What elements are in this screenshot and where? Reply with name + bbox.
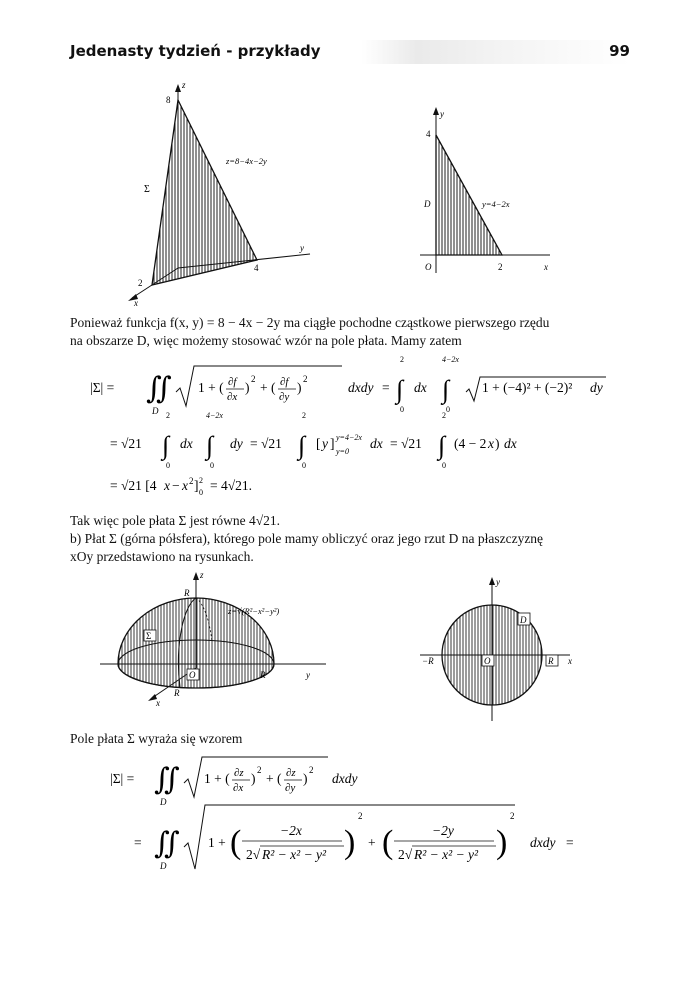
right-r-label: R <box>548 656 554 666</box>
svg-text:0: 0 <box>166 461 170 470</box>
svg-text:2: 2 <box>199 476 203 485</box>
z-tick-label: 8 <box>166 95 171 105</box>
svg-text:2: 2 <box>251 374 256 384</box>
paragraph-2-line-2: b) Płat Σ (górna półsfera), którego pole mamy obliczyć oraz jego rzut D na płaszczyznę <box>70 531 544 546</box>
svg-text:dx: dx <box>180 436 193 451</box>
line-equation-label: y=4−2x <box>482 199 510 209</box>
svg-text:1 +: 1 + <box>208 835 226 850</box>
paragraph-3-line-1: Pole płata Σ wyraża się wzorem <box>70 731 243 746</box>
svg-text:= √21: = √21 <box>250 436 282 451</box>
svg-text:=: = <box>566 835 574 850</box>
svg-text:0: 0 <box>400 405 404 414</box>
y-tick-label: 4 <box>426 129 431 139</box>
svg-text:= √21 [4: = √21 [4 <box>110 478 157 493</box>
sigma-label: Σ <box>146 631 152 641</box>
svg-text:∂z: ∂z <box>286 767 296 779</box>
svg-text:): ) <box>245 380 250 395</box>
svg-text:2√: 2√ <box>246 847 261 862</box>
svg-text:∬: ∬ <box>154 763 180 796</box>
y-axis-label: y <box>496 577 500 587</box>
svg-text:4−2x: 4−2x <box>442 355 459 364</box>
y-axis-label: y <box>440 109 444 119</box>
svg-text:): ) <box>495 436 500 451</box>
svg-text:∬: ∬ <box>146 372 172 405</box>
z-axis-label: z <box>182 80 186 90</box>
svg-text:+: + <box>368 835 376 850</box>
svg-text:(: ( <box>230 824 242 861</box>
svg-text:∫: ∫ <box>162 431 170 460</box>
svg-text:|Σ| =: |Σ| = <box>110 771 135 786</box>
svg-text:2: 2 <box>166 411 170 420</box>
equation-surface-area-1 <box>90 352 610 502</box>
svg-text:): ) <box>496 824 508 861</box>
svg-text:+ (: + ( <box>260 380 276 395</box>
svg-text:2: 2 <box>302 411 306 420</box>
svg-text:dx: dx <box>414 380 427 395</box>
svg-text:0: 0 <box>446 405 450 414</box>
svg-text:2: 2 <box>303 374 308 384</box>
figure-disk <box>420 575 590 725</box>
figure-plane-3d <box>120 80 340 308</box>
svg-text:(: ( <box>382 824 394 861</box>
svg-text:x: x <box>488 436 494 451</box>
paragraph-1-line-2: na obszarze D, więc możemy stosować wzór na pole płata. Mamy zatem <box>70 333 462 348</box>
svg-text:= √21: = √21 <box>390 436 422 451</box>
svg-text:(4 − 2: (4 − 2 <box>454 436 487 451</box>
svg-text:∂z: ∂z <box>234 767 244 779</box>
paragraph-1-line-1: Ponieważ funkcja f(x, y) = 8 − 4x − 2y ma ciągłe pochodne cząstkowe pierwszego rzędu <box>70 315 550 330</box>
eq1-lhs: |Σ| = <box>90 380 115 395</box>
svg-text:= 4√21.: = 4√21. <box>210 478 253 493</box>
svg-text:∂y: ∂y <box>285 782 296 794</box>
svg-text:∫: ∫ <box>396 375 404 404</box>
svg-text:0: 0 <box>442 461 446 470</box>
paragraph-2-line-1: Tak więc pole płata Σ jest równe 4√21. <box>70 513 281 528</box>
svg-text:∫: ∫ <box>298 431 306 460</box>
svg-text:∂y: ∂y <box>279 391 290 403</box>
svg-text:]: ] <box>330 436 335 451</box>
origin-label: O <box>425 262 432 272</box>
surface-equation-label: z=√(R²−x²−y²) <box>228 606 280 616</box>
svg-text:−2x: −2x <box>280 823 302 838</box>
svg-text:0: 0 <box>199 488 203 497</box>
equation-surface-area-2 <box>110 755 630 885</box>
svg-text:y=0: y=0 <box>336 447 349 456</box>
svg-text:): ) <box>303 771 308 786</box>
svg-text:∬: ∬ <box>154 827 180 860</box>
figure-hemisphere <box>100 572 340 712</box>
svg-text:dy: dy <box>590 380 603 395</box>
r-top-label: R <box>184 588 190 598</box>
svg-text:=: = <box>382 380 390 395</box>
header-title: Jedenasty tydzień - przykłady <box>70 42 321 60</box>
svg-text:2: 2 <box>358 811 363 821</box>
x-axis-label: x <box>568 656 572 666</box>
svg-text:4−2x: 4−2x <box>206 411 223 420</box>
svg-text:∂x: ∂x <box>227 391 238 403</box>
svg-text:∫: ∫ <box>442 375 450 404</box>
plane-equation-label: z=8−4x−2y <box>226 156 267 166</box>
svg-text:): ) <box>297 380 302 395</box>
svg-text:dy: dy <box>230 436 243 451</box>
svg-text:−: − <box>172 478 180 493</box>
svg-text:dxdy: dxdy <box>332 771 358 786</box>
figure-region-2d <box>420 105 580 285</box>
region-d-triangle <box>436 135 502 255</box>
svg-text:2: 2 <box>400 355 404 364</box>
y-axis-label: y <box>300 243 304 253</box>
page-number: 99 <box>609 42 630 60</box>
svg-text:−2y: −2y <box>432 823 454 838</box>
page-header <box>70 40 630 64</box>
region-label: D <box>520 615 527 625</box>
svg-text:): ) <box>344 824 356 861</box>
x-axis-label: x <box>156 698 160 708</box>
paragraph-2-line-3: xOy przedstawiono na rysunkach. <box>70 549 254 564</box>
svg-text:0: 0 <box>210 461 214 470</box>
svg-text:D: D <box>160 797 167 807</box>
svg-text:0: 0 <box>302 461 306 470</box>
svg-text:dxdy: dxdy <box>530 835 556 850</box>
svg-text:[: [ <box>316 436 321 451</box>
plane-surface <box>152 100 257 285</box>
z-axis-label: z <box>200 570 204 580</box>
svg-text:): ) <box>251 771 256 786</box>
svg-text:D: D <box>160 861 167 871</box>
svg-text:=: = <box>134 835 142 850</box>
y-tick-label: 4 <box>254 263 259 273</box>
svg-text:+ (: + ( <box>266 771 282 786</box>
x-axis-label: x <box>134 298 138 308</box>
svg-text:2: 2 <box>189 476 194 486</box>
r-side-label: R <box>260 670 266 680</box>
x-tick-label: 2 <box>498 262 503 272</box>
origin-label: O <box>189 670 196 680</box>
svg-text:dx: dx <box>504 436 517 451</box>
region-label: D <box>424 199 431 209</box>
svg-text:2: 2 <box>510 811 515 821</box>
sigma-label: Σ <box>144 184 150 195</box>
y-axis-label: y <box>306 670 310 680</box>
svg-text:dx: dx <box>370 436 383 451</box>
svg-text:= √21: = √21 <box>110 436 142 451</box>
svg-text:y=4−2x: y=4−2x <box>336 433 362 442</box>
svg-text:∂f: ∂f <box>228 376 237 388</box>
svg-text:x: x <box>182 478 188 493</box>
svg-text:1 + (: 1 + ( <box>198 380 224 395</box>
svg-text:y: y <box>322 436 328 451</box>
x-axis-label: x <box>544 262 548 272</box>
svg-text:D: D <box>152 406 159 416</box>
svg-text:R² − x² − y²: R² − x² − y² <box>414 847 479 862</box>
svg-text:dxdy: dxdy <box>348 380 374 395</box>
svg-text:x: x <box>164 478 170 493</box>
r-front-label: R <box>174 688 180 698</box>
svg-text:]: ] <box>194 478 199 493</box>
svg-text:2: 2 <box>309 765 314 775</box>
svg-text:∫: ∫ <box>438 431 446 460</box>
origin-label: O <box>484 656 491 666</box>
left-r-label: −R <box>422 656 434 666</box>
svg-text:∫: ∫ <box>206 431 214 460</box>
svg-text:∂x: ∂x <box>233 782 244 794</box>
svg-text:2: 2 <box>442 411 446 420</box>
svg-text:2: 2 <box>257 765 262 775</box>
x-tick-label: 2 <box>138 278 143 288</box>
svg-text:∂f: ∂f <box>280 376 289 388</box>
svg-text:1 + (−4)² + (−2)²: 1 + (−4)² + (−2)² <box>482 380 573 395</box>
svg-text:1 + (: 1 + ( <box>204 771 230 786</box>
svg-text:2√: 2√ <box>398 847 413 862</box>
svg-text:R² − x² − y²: R² − x² − y² <box>262 847 327 862</box>
